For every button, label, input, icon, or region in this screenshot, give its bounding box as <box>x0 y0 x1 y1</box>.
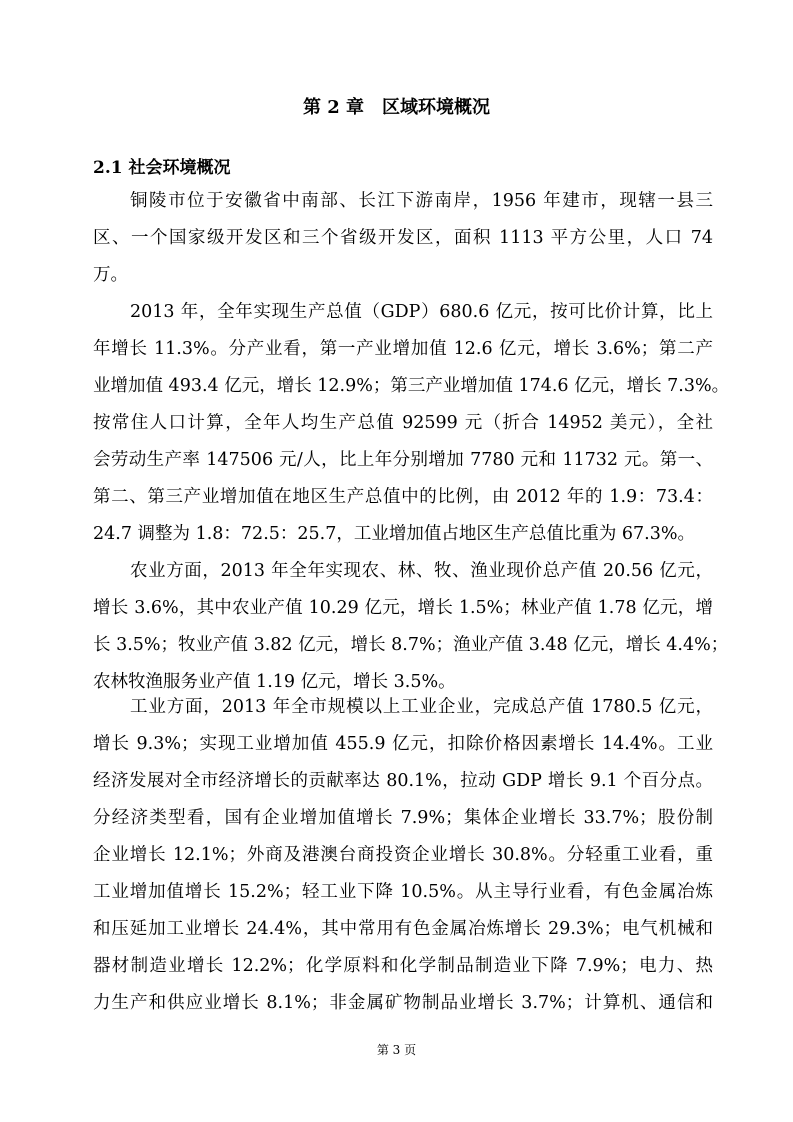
paragraph-line: 力生产和供应业增长 8.1%；非金属矿物制品业增长 3.7%；计算机、通信和 <box>93 993 713 1013</box>
paragraph-line: 企业增长 12.1%；外商及港澳台商投资企业增长 30.8%。分轻重工业看，重 <box>93 845 713 865</box>
paragraph-line: 业增加值 493.4 亿元，增长 12.9%；第三产业增加值 174.6 亿元，增长 7.3%。 <box>93 376 730 396</box>
section-title: 2.1 社会环境概况 <box>93 158 231 178</box>
paragraph-line: 长 3.5%；牧业产值 3.82 亿元，增长 8.7%；渔业产值 3.48 亿元，增长 4.4%； <box>93 635 729 655</box>
paragraph-line: 增长 9.3%；实现工业增加值 455.9 亿元，扣除价格因素增长 14.4%。工业 <box>93 734 713 754</box>
paragraph-line: 24.7 调整为 1.8：72.5：25.7，工业增加值占地区生产总值比重为 67.3%。 <box>93 524 696 544</box>
chapter-title: 第 2 章 区域环境概况 <box>302 97 491 118</box>
paragraph-line: 工业方面，2013 年全市规模以上工业企业，完成总产值 1780.5 亿元， <box>130 697 713 717</box>
paragraph-line: 会劳动生产率 147506 元/人，比上年分别增加 7780 元和 11732 元。第一、 <box>93 450 713 470</box>
paragraph-line: 农业方面，2013 年全年实现农、林、牧、渔业现价总产值 20.56 亿元， <box>130 561 713 581</box>
paragraph-line: 年增长 11.3%。分产业看，第一产业增加值 12.6 亿元，增长 3.6%；第二产 <box>93 339 713 359</box>
paragraph-line: 铜陵市位于安徽省中南部、长江下游南岸，1956 年建市，现辖一县三 <box>130 191 713 211</box>
page-number: 第 3 页 <box>376 1043 417 1057</box>
paragraph-location <box>93 183 713 294</box>
paragraph-line: 分经济类型看，国有企业增加值增长 7.9%；集体企业增长 33.7%；股份制 <box>93 808 713 828</box>
paragraph-line: 2013 年，全年实现生产总值（GDP）680.6 亿元，按可比价计算，比上 <box>130 302 713 322</box>
paragraph-industry <box>93 689 713 1022</box>
paragraph-gdp <box>93 294 730 553</box>
paragraph-line: 区、一个国家级开发区和三个省级开发区，面积 1113 平方公里，人口 74 <box>93 228 713 248</box>
paragraph-line: 按常住人口计算，全年人均生产总值 92599 元（折合 14952 美元），全社 <box>93 413 713 433</box>
paragraph-line: 增长 3.6%，其中农业产值 10.29 亿元，增长 1.5%；林业产值 1.78 亿元，增 <box>93 598 713 618</box>
paragraph-line: 和压延加工业增长 24.4%，其中常用有色金属冶炼增长 29.3%；电气机械和 <box>93 919 713 939</box>
paragraph-line: 万。 <box>93 265 128 285</box>
paragraph-line: 经济发展对全市经济增长的贡献率达 80.1%，拉动 GDP 增长 9.1 个百分点。 <box>93 771 713 791</box>
paragraph-line: 第二、第三产业增加值在地区生产总值中的比例，由 2012 年的 1.9：73.4： <box>93 487 713 507</box>
paragraph-agriculture <box>93 553 729 701</box>
paragraph-line: 工业增加值增长 15.2%；轻工业下降 10.5%。从主导行业看，有色金属冶炼 <box>93 882 713 902</box>
paragraph-line: 农林牧渔服务业产值 1.19 亿元，增长 3.5%。 <box>93 672 456 692</box>
paragraph-line: 器材制造业增长 12.2%；化学原料和化学制品制造业下降 7.9%；电力、热 <box>93 956 713 976</box>
